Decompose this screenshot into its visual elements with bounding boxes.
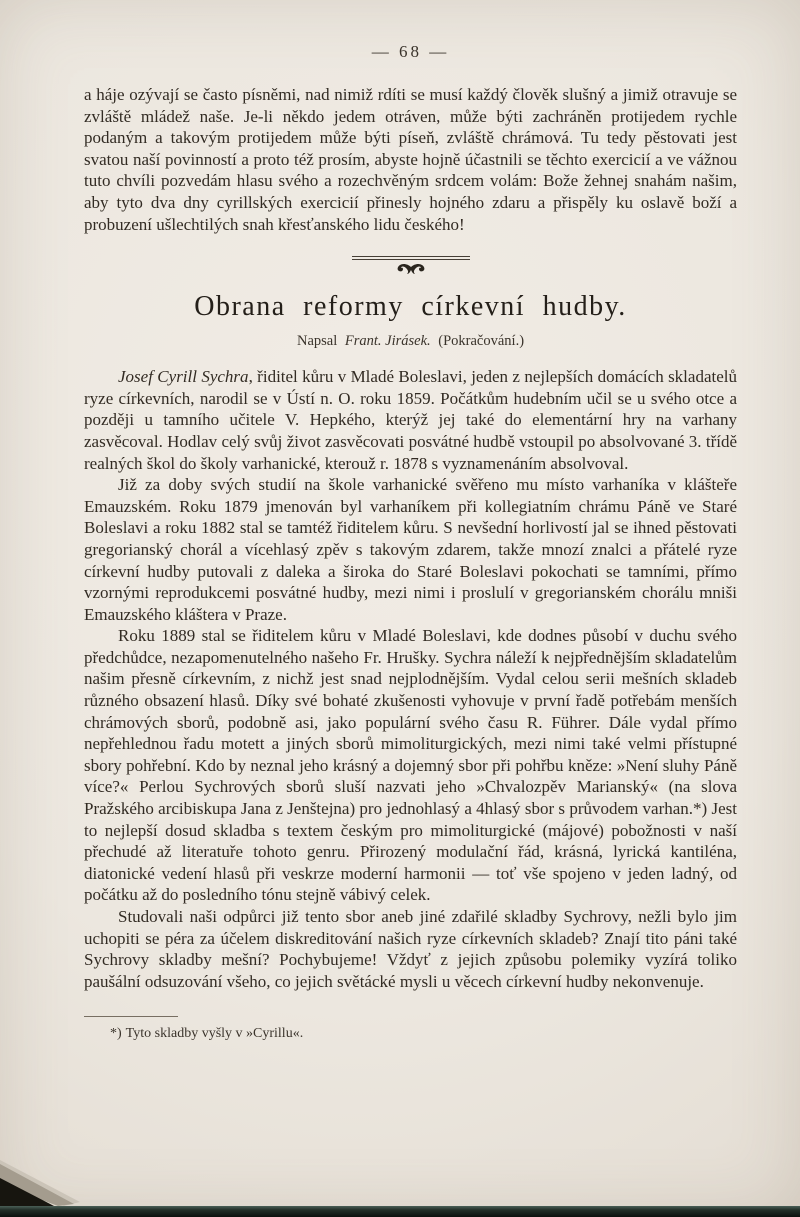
- byline-prefix: Napsal: [296, 333, 338, 350]
- scan-bottom-edge: [0, 1206, 800, 1217]
- footnote-rule: [84, 1016, 178, 1017]
- paragraph-studies-organist: Již za doby svých studií na škole varhanické svěřeno mu místo varhaníka v klášteře Emauzském. Roku 1879 jmenován byl varhaníkem při kollegiatním chrámu Páně ve Staré Boleslavi a roku 1882 stal se tamtéž řiditelem kůru. S nevšední horlivostí jal se ihned pěstovati gregorianský chorál a vícehlasý zpěv s takovým zdarem, takže mnozí znalci a přátelé ryze církevní hudby putovali z daleka a široka do Staré Boleslavi pokochati se tamními, přímo vzornými reprodukcemi posvátné hudby, mezi nimi i proslulí v gregorianském chorálu mniši Emauzského kláštera v Praze.: [84, 475, 737, 624]
- article-byline: [84, 333, 737, 350]
- footnote: [110, 1025, 737, 1043]
- article-title: Obrana reformy církevní hudby.: [194, 291, 627, 323]
- intro-paragraph: a háje ozývají se často písněmi, nad nimiž rdíti se musí každý člověk slušný a jimiž otravuje se zvláště mládež naše. Je-li někdo jedem otráven, může býti zachráněn protijedem rychle podaným a takovým protijedem může býti píseň, zvláště chrámová. Tu tedy pěstovati jest svatou naší povinností a proto též prosím, abyste hojně účastnili se těchto exercicií a ve vážnou tuto chvíli pozvedám hlasu svého a rozechvěným srdcem volám: Bože žehnej snahám našim, aby tyto dva dny cyrillských exercicií přinesly hojného zdaru a přispěly ku oslavě boží a probuzení ušlechtilých snah křesťanského lidu českého!: [84, 85, 737, 234]
- paragraph-sychra-biography: [84, 366, 737, 474]
- fleuron-ornament-icon: [84, 263, 737, 277]
- paragraph-lead-italic: Josef Cyrill Sychra: [118, 367, 249, 387]
- section-divider: [84, 256, 737, 277]
- page-number: — 68 —: [371, 42, 450, 61]
- footnote-marker: *): [110, 1026, 122, 1042]
- paragraph-works-1889: Roku 1889 stal se řiditelem kůru v Mladé Boleslavi, kde dodnes působí v duchu svého předchůdce, nezapomenutelného našeho Fr. Hrušky. Sychra náleží k nejpřednějším skladatelům našim přesně církevním, z nichž jest snad nejplodnějším. Vydal celou serii mešních skladeb různého obsazení hlasů. Díky své bohaté zkušenosti vyhovuje v první řadě potřebám menších chrámových sborů, podobně asi, jako populární svého času R. Führer. Dále vydal přímo nepřehlednou řadu motett a jiných sborů mimoliturgických, mezi nimi také velmi přístupné sbory pohřební. Kdo by neznal jeho krásný a dojemný sbor při pohřbu kněze: »Není sluhy Páně více?« Perlou Sychrových sborů sluší nazvati jeho »Chvalozpěv Marianský« (na slova Pražského arcibiskupa Jana z Jenštejna) pro jednohlasý a 4hlasý sbor s průvodem varhan.*) Jest to nejlepší dosud skladba s textem českým pro mimoliturgické (májové) pobožnosti v naší přechudé až literatuře tohoto genru. Přirozený modulační řád, krásná, lyrická kantiléna, diatonické vedení hlasů při veskrze moderní harmonii — toť vše spojeno v jeden ladný, od počátku až do posledního tónu stejně vábivý celek.: [84, 626, 737, 905]
- paragraph-body-text: , řiditel kůru v Mladé Boleslavi, jeden z nejlepších domácích skladatelů ryze církevních, narodil se v Ústí n. O. roku 1859. Počátkům hudebním učil se u svého otce a později u tamního učitele V. Hepkého, kterýž jej také do elementární hry na varhany zasvěcoval. Hodlav celý svůj život zasvěcovati posvátné hudbě vstoupil po absolvované 3. třídě realných škol do školy varhanické, kterouž r. 1878 s vyznamenáním absolvoval.: [84, 367, 737, 473]
- page-corner-fold-mark: [0, 1144, 88, 1206]
- paragraph-critics: Studovali naši odpůrci již tento sbor aneb jiné zdařilé skladby Sychrovy, nežli bylo jim uchopiti se péra za účelem diskreditování našich ryze církevních skladeb? Znají tito páni také Sychrovy skladby mešní? Pochybujeme! Vždyť z jejich způsobu polemiky vyzírá toliko paušální odsuzování všeho, co jejich světácké mysli u věcech církevní hudby nekonvenuje.: [84, 907, 737, 991]
- byline-continuation: (Pokračování.): [438, 333, 525, 350]
- divider-double-rule: [352, 256, 470, 260]
- byline-author: Frant. Jirásek.: [344, 333, 431, 350]
- footnote-text: Tyto skladby vyšly v »Cyrillu«.: [125, 1026, 304, 1042]
